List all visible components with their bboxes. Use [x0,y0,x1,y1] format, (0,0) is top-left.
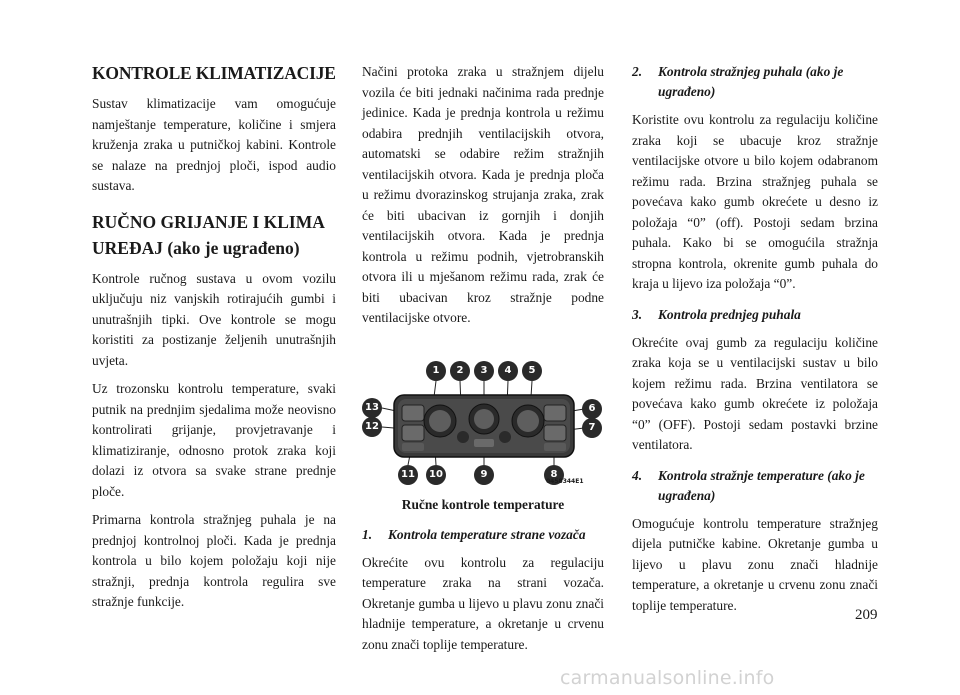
column-right [632,62,878,624]
item-title: Kontrola prednjeg puhala [658,306,801,322]
item-paragraph-4: Omogućuje kontrolu temperature stražnjeg dijela putničke kabine. Okretanje gumba u lijevo u plavu zonu znači hladnije temperature, a okretanje u crvenu zonu znači toplije temperature. [632,515,878,613]
paragraph: Kontrole ručnog sustava u ovom vozilu uključuju niz vanjskih rotirajućih gumbi i unutrašnjih tipki. Ove kontrole se mogu koristiti za postizanje željenih unutrašnjih uvjeta. [92,270,336,368]
column-left [92,62,336,621]
callout-12: 12 [362,417,382,437]
paragraph: Načini protoka zraka u stražnjem dijelu vozila će biti jednaki načinima rada prednje jedinice. Kada je prednja kontrola u režimu odabira prednjih ventilacijskih otvora, automatski se odabire režim stražnjih ventilacijskih otvora. Kada je prednja ploča u režimu dvorazinskog strujanja zraka, zrak će biti ubacivan iz gornjih i donjih ventilacijskih otvora. Kada je prednja kontrola u režimu podnih, vjetrobranskih otvora ili u mješanom režimu rada, zrak će biti ubacivan kroz stražnje podne ventilacijske otvore. [362,64,604,325]
callout-5: 5 [522,361,542,381]
watermark: carmanualsonline.info [560,667,775,689]
callout-4: 4 [498,361,518,381]
item-number: 2. [632,64,643,79]
callout-10: 10 [426,465,446,485]
subsection-title: RUČNO GRIJANJE I KLIMA UREĐAJ (ako je ugrađeno) [92,211,324,258]
item-heading-4 [632,466,878,506]
figure-code: 0458344E1 [546,477,584,485]
item-number: 1. [362,526,373,542]
intro-paragraph: Sustav klimatizacije vam omogućuje namještanje temperature, količine i smjera kruženja zraka u putničkoj kabini. Kontrole se nalaze na prednjoj ploči, ispod audio sustava. [92,96,336,193]
paragraph: Uz trozonsku kontrolu temperature, svaki putnik na prednjim sjedalima može neovisno kontrolirati grijanje, provjetravanje i klimatiziranje, odnosno protok zraka koji dolazi iz otvora sa svake strane prednje ploče. [92,381,336,499]
callout-7: 7 [582,418,602,438]
callout-2: 2 [450,361,470,381]
item-paragraph-3: Okrećite ovaj gumb za regulaciju količine zraka koja se u ventilacijski sustav u bilo kojem režimu rada. Brzina ventilatora se povećava kako gumb okrećete iz položaja “0” (OFF). Postoji sedam postavki brzine ventilatora. [632,334,878,452]
callout-8: 8 [544,465,564,485]
callout-3: 3 [474,361,494,381]
callout-13: 13 [362,398,382,418]
section-title: KONTROLE KLIMATIZACIJE [92,63,336,83]
callout-1: 1 [426,361,446,381]
item-heading-1 [362,525,604,545]
item-title: Kontrola temperature strane vozača [388,526,586,542]
item-title: Kontrola stražnjeg puhala (ako je ugrađeno) [658,64,844,99]
figure-caption: Ručne kontrole temperature [401,496,565,512]
column-middle [362,62,604,663]
item-heading-2 [632,62,878,102]
page-number: 209 [855,607,878,623]
item-number: 4. [632,467,643,483]
callout-11: 11 [398,465,418,485]
item-number: 3. [632,306,643,322]
climate-control-panel-figure [362,353,604,493]
item-heading-3 [632,305,878,325]
callout-9: 9 [474,465,494,485]
item-title: Kontrola stražnje temperature (ako je ugrađena) [658,467,865,503]
item-paragraph-1: Okrećite ovu kontrolu za regulaciju temperature zraka na strani vozača. Okretanje gumba u lijevo u plavu zonu znači hladnije temperature, a okretanje u crvenu zonu znači toplije temperature. [362,554,604,652]
paragraph: Primarna kontrola stražnjeg puhala je na prednjoj kontrolnoj ploči. Kada je prednja kontrola u bilo kojem položaju koji nije stražnji, prednja kontrola regulira sve stražnje funkcije. [92,512,336,609]
item-paragraph-2: Koristite ovu kontrolu za regulaciju količine zraka koji se ubacuje kroz stražnje ventilacijske otvore u bilo kojem odabranom režimu rada. Brzina stražnjeg puhala se povećava kako gumb okrećete u desno iz položaja “0” (off). Postoji sedam brzina puhala. Kako bi se omogućila stražnja stropna kontrola, okrenite gumb puhala do kraja u lijevo iza položaja “0”. [632,112,878,291]
callout-6: 6 [582,399,602,419]
